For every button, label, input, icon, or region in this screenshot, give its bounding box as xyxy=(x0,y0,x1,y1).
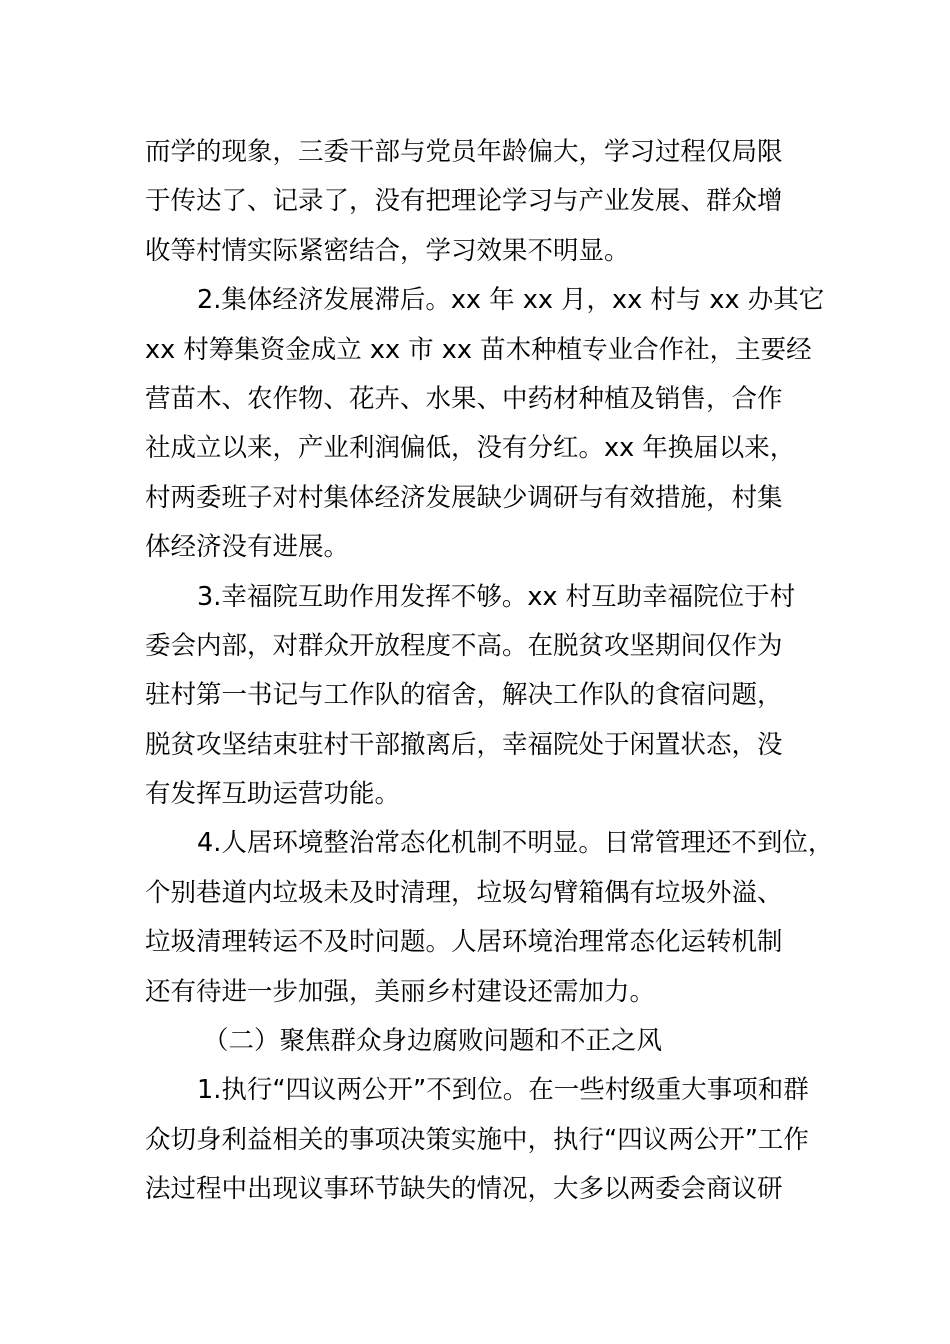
text-line: 有发挥互助运营功能。 xyxy=(145,779,401,810)
text-line: 营苗木、农作物、花卉、水果、中药材种植及销售，合作 xyxy=(145,383,783,414)
text-line: 而学的现象，三委干部与党员年龄偏大，学习过程仅局限 xyxy=(145,137,783,167)
text-line: 众切身利益相关的事项决策实施中，执行“四议两公开”工作 xyxy=(145,1124,809,1155)
paragraph-collective-economy xyxy=(145,276,835,572)
paragraph-four-discussions xyxy=(145,1066,835,1214)
text-line: 垃圾清理转运不及时问题。人居环境治理常态化运转机制 xyxy=(145,927,783,958)
text-line: 还有待进一步加强，美丽乡村建设还需加力。 xyxy=(145,976,656,1007)
text-line: 委会内部，对群众开放程度不高。在脱贫攻坚期间仅作为 xyxy=(145,630,783,661)
text-line: 于传达了、记录了，没有把理论学习与产业发展、群众增 xyxy=(145,186,783,217)
text-line: 2.集体经济发展滞后。xx 年 xx 月，xx 村与 xx 办其它 xyxy=(197,285,825,316)
text-line: 个别巷道内垃圾未及时清理，垃圾勾臂箱偶有垃圾外溢、 xyxy=(145,877,783,908)
text-line: 脱贫攻坚结束驻村干部撤离后，幸福院处于闲置状态，没 xyxy=(145,729,783,760)
paragraph-continuation xyxy=(145,128,835,276)
text-line: 社成立以来，产业利润偏低，没有分红。xx 年换届以来， xyxy=(145,433,796,464)
text-line: 3.幸福院互助作用发挥不够。xx 村互助幸福院位于村 xyxy=(197,581,796,612)
section-heading xyxy=(145,1017,835,1066)
text-line: 法过程中出现议事环节缺失的情况，大多以两委会商议研 xyxy=(145,1174,783,1205)
text-line: 收等村情实际紧密结合，学习效果不明显。 xyxy=(145,235,630,266)
text-line: 4.人居环境整治常态化机制不明显。日常管理还不到位， xyxy=(197,828,834,859)
heading-line: （二）聚焦群众身边腐败问题和不正之风 xyxy=(203,1026,663,1057)
text-line: 驻村第一书记与工作队的宿舍，解决工作队的食宿问题， xyxy=(145,680,783,711)
text-line: 村两委班子对村集体经济发展缺少调研与有效措施，村集 xyxy=(145,482,783,513)
text-line: 1.执行“四议两公开”不到位。在一些村级重大事项和群 xyxy=(197,1075,809,1106)
paragraph-living-environment xyxy=(145,819,835,1017)
text-line: 体经济没有进展。 xyxy=(145,532,350,563)
text-line: xx 村筹集资金成立 xx 市 xx 苗木种植专业合作社，主要经 xyxy=(145,334,812,365)
document-body xyxy=(145,128,835,1215)
paragraph-happiness-home xyxy=(145,573,835,820)
